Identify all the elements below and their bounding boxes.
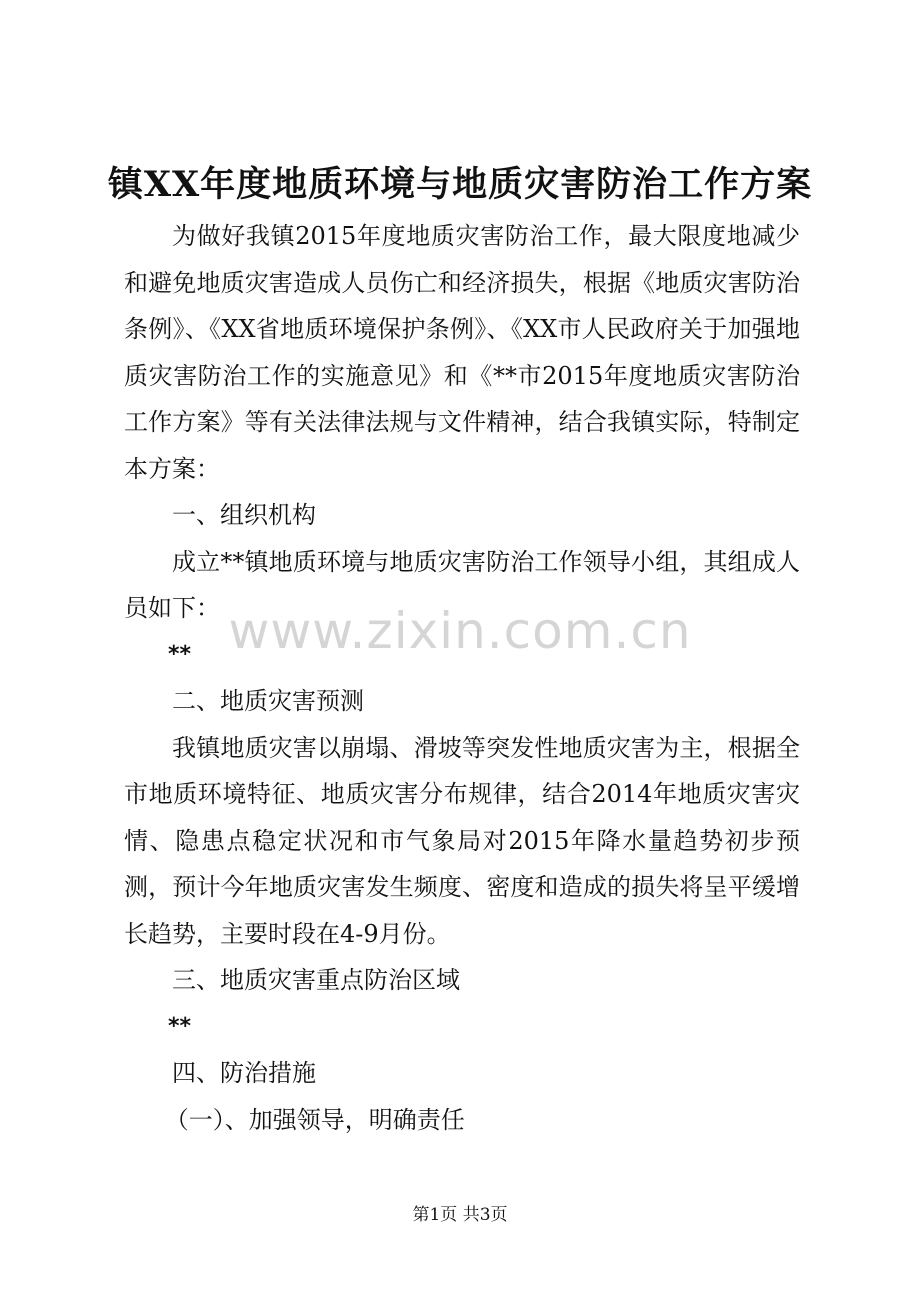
prediction-paragraph: 我镇地质灾害以崩塌、滑坡等突发性地质灾害为主，根据全市地质环境特征、地质灾害分布规律，结合2014年地质灾害灾情、隐患点稳定状况和市气象局对2015年降水量趋势初步预测，预计今年地质灾害发生频度、密度和造成的损失将呈平缓增长趋势，主要时段在4-9月份。 xyxy=(124,733,800,948)
section-heading-organization: 一、组织机构 xyxy=(172,501,316,529)
page-footer: 第1页 共3页 xyxy=(412,1205,508,1225)
subsection-heading-leadership: （一）、加强领导，明确责任 xyxy=(164,1105,465,1134)
section-heading-prediction: 二、地质灾害预测 xyxy=(172,687,364,715)
section-heading-measures: 四、防治措施 xyxy=(172,1059,316,1087)
watermark: www.zixin.com.cn xyxy=(228,602,692,660)
placeholder-stars-2: ** xyxy=(168,1013,192,1039)
placeholder-stars-1: ** xyxy=(168,641,192,667)
document-body xyxy=(124,213,800,1143)
section-heading-key-areas: 三、地质灾害重点防治区域 xyxy=(172,966,460,994)
intro-paragraph: 为做好我镇2015年度地质灾害防治工作，最大限度地减少和避免地质灾害造成人员伤亡和经济损失，根据《地质灾害防治条例》、《XX省地质环境保护条例》、《XX市人民政府关于加强地质灾害防治工作的实施意见》和《**市2015年度地质灾害防治工作方案》等有关法律法规与文件精神，结合我镇实际，特制定本方案： xyxy=(124,222,800,483)
document-title: 镇XX年度地质环境与地质灾害防治工作方案 xyxy=(107,164,813,205)
organization-paragraph: 成立**镇地质环境与地质灾害防治工作领导小组，其组成人员如下： xyxy=(124,547,800,622)
